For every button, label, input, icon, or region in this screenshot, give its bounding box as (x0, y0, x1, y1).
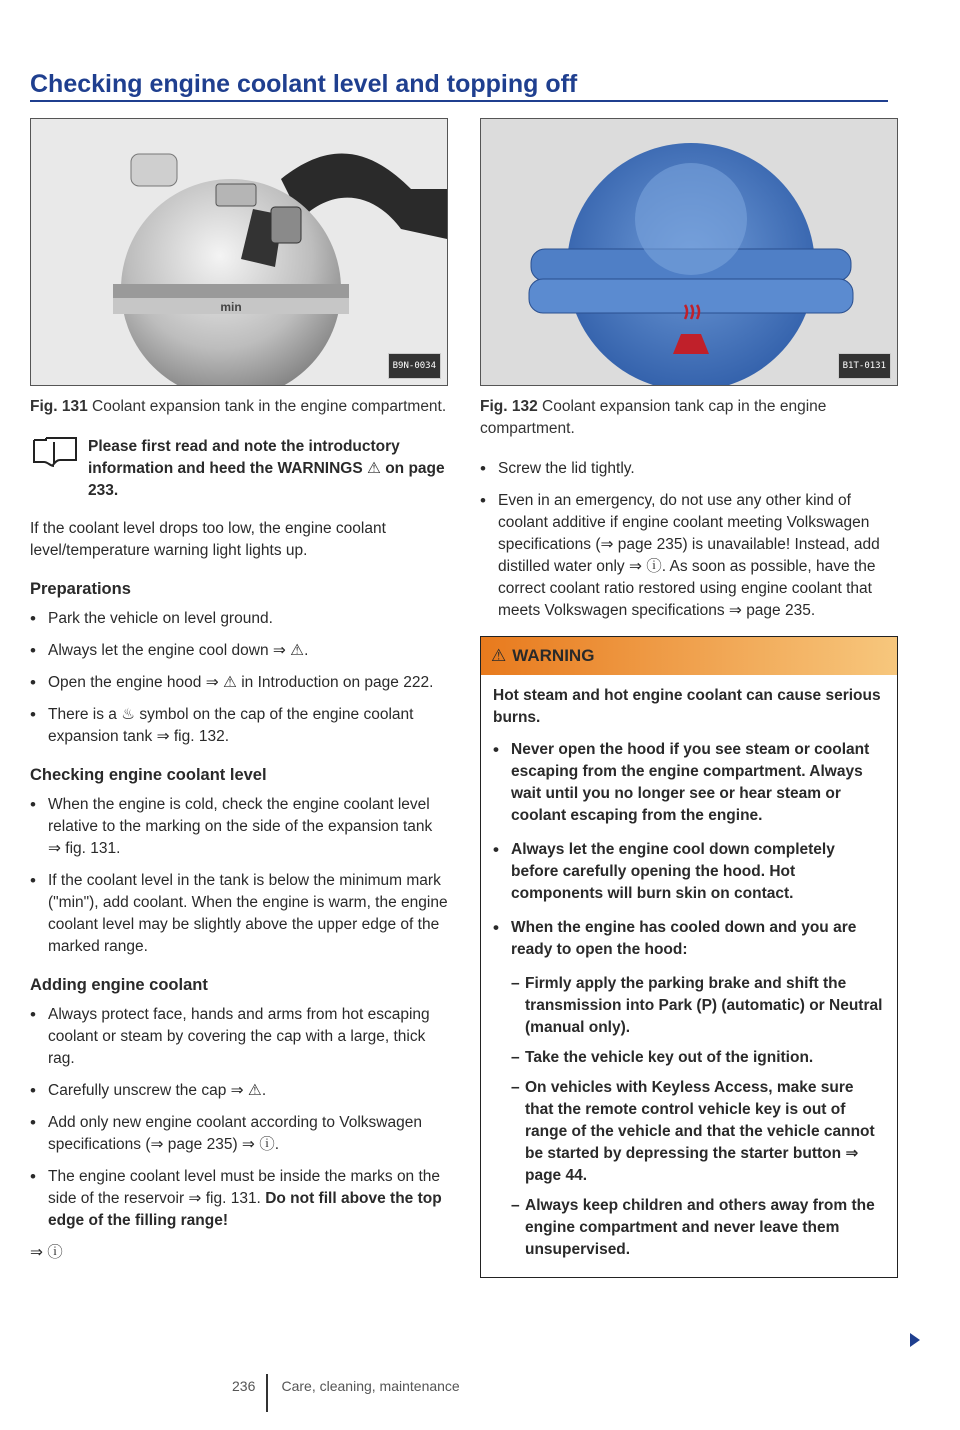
adding-list (30, 1004, 448, 1232)
list-item: • If the coolant level in the tank is below the minimum mark ("min"), add coolant. When the engine is warm, the engine coolant level may be slightly above the upper edge of the marked range. (30, 870, 448, 958)
list-item: • Always let the engine cool down completely before carefully opening the hood. Hot components will burn skin on contact. (493, 839, 885, 905)
list-item: • Never open the hood if you see steam or coolant escaping from the engine compartment. Always wait until you no longer see or hear steam or coolant escaping from the engine. (493, 739, 885, 827)
footer-divider (266, 1374, 268, 1412)
list-item: • Even in an emergency, do not use any other kind of coolant additive if engine coolant meeting Volkswagen specifications (⇒ page 235) is unavailable! Instead, add distilled water only ⇒ ⓘ. As soon as possible, have the correct coolant ratio restored using engine coolant that meets Volkswagen specifications ⇒ page 235. (480, 490, 898, 622)
fill-limit-warning: Do not fill above the top edge of the filling range! (48, 1190, 442, 1229)
warning-list (493, 739, 885, 961)
read-first-note (30, 436, 448, 502)
title-rule (30, 100, 888, 102)
right-column (480, 118, 898, 1278)
warning-label: WARNING (512, 646, 595, 665)
warning-subitem: – Firmly apply the parking brake and shift the transmission into Park (P) (automatic) or Neutral (manual only). (511, 973, 885, 1039)
list-item: • Always protect face, hands and arms from hot escaping coolant or steam by covering the cap with a large, thick rag. (30, 1004, 448, 1070)
warning-triangle-icon: ⚠ (491, 646, 507, 665)
warning-lead: Hot steam and hot engine coolant can cause serious burns. (493, 687, 881, 726)
adding-heading: Adding engine coolant (30, 976, 208, 994)
list-item: • Screw the lid tightly. (480, 458, 898, 480)
warning-header (481, 637, 897, 675)
preparations-list (30, 608, 448, 748)
page-number: 236 (232, 1378, 256, 1394)
list-item: • Park the vehicle on level ground. (30, 608, 448, 630)
list-item: • Carefully unscrew the cap ⇒ ⚠. (30, 1080, 448, 1102)
checking-heading: Checking engine coolant level (30, 766, 267, 784)
warning-subitem: – Take the vehicle key out of the ignition. (511, 1047, 885, 1069)
notice-reference: ⇒ ⓘ (30, 1244, 63, 1261)
book-icon (30, 436, 80, 468)
figure-132-caption (480, 396, 898, 440)
intro-paragraph: If the coolant level drops too low, the engine coolant level/temperature warning light lights up. (30, 520, 386, 559)
coolant-tank-illustration (31, 119, 447, 385)
warning-box (480, 636, 898, 1278)
list-item: • Add only new engine coolant according to Volkswagen specifications (⇒ page 235) ⇒ ⓘ. (30, 1112, 448, 1156)
caption-text: Coolant expansion tank in the engine compartment. (92, 398, 447, 415)
coolant-cap-illustration (481, 119, 897, 385)
caption-number: Fig. 131 (30, 398, 88, 415)
page-footer (232, 1378, 460, 1412)
list-item: • When the engine is cold, check the engine coolant level relative to the marking on the side of the expansion tank ⇒ fig. 131. (30, 794, 448, 860)
list-item: • When the engine has cooled down and you are ready to open the hood: (493, 917, 885, 961)
figure-131 (30, 118, 448, 386)
checking-list (30, 794, 448, 958)
caption-number: Fig. 132 (480, 398, 538, 415)
list-item: • There is a ♨ symbol on the cap of the engine coolant expansion tank ⇒ fig. 132. (30, 704, 448, 748)
page-title: Checking engine coolant level and topping off (30, 70, 578, 98)
caption-text: Coolant expansion tank cap in the engine compartment. (480, 398, 827, 437)
section-name: Care, cleaning, maintenance (281, 1378, 460, 1394)
warning-subitem: – Always keep children and others away from the engine compartment and never leave them unsupervised. (511, 1195, 885, 1261)
list-item-text: The engine coolant level must be inside the marks on the side of the reservoir ⇒ fig. 131. (48, 1168, 441, 1207)
left-column (30, 118, 448, 1274)
list-item: • Open the engine hood ⇒ ⚠ in Introduction on page 222. (30, 672, 448, 694)
list-item: • Always let the engine cool down ⇒ ⚠. (30, 640, 448, 662)
figure-code: B1T-0131 (838, 353, 891, 379)
note-text: Please first read and note the introductory information and heed the WARNINGS ⚠ on page 233. (88, 438, 445, 499)
figure-code: B9N-0034 (388, 353, 441, 379)
warning-subitem: – On vehicles with Keyless Access, make sure that the remote control vehicle key is out of range of the vehicle and that the vehicle cannot be started by depressing the starter button ⇒ page 44. (511, 1077, 885, 1187)
continue-arrow-icon (910, 1333, 920, 1347)
right-list (480, 458, 898, 622)
figure-132 (480, 118, 898, 386)
min-mark-label: min (220, 300, 242, 314)
preparations-heading: Preparations (30, 580, 131, 598)
warning-body (481, 675, 897, 1277)
figure-131-caption (30, 396, 448, 418)
list-item (30, 1166, 448, 1232)
